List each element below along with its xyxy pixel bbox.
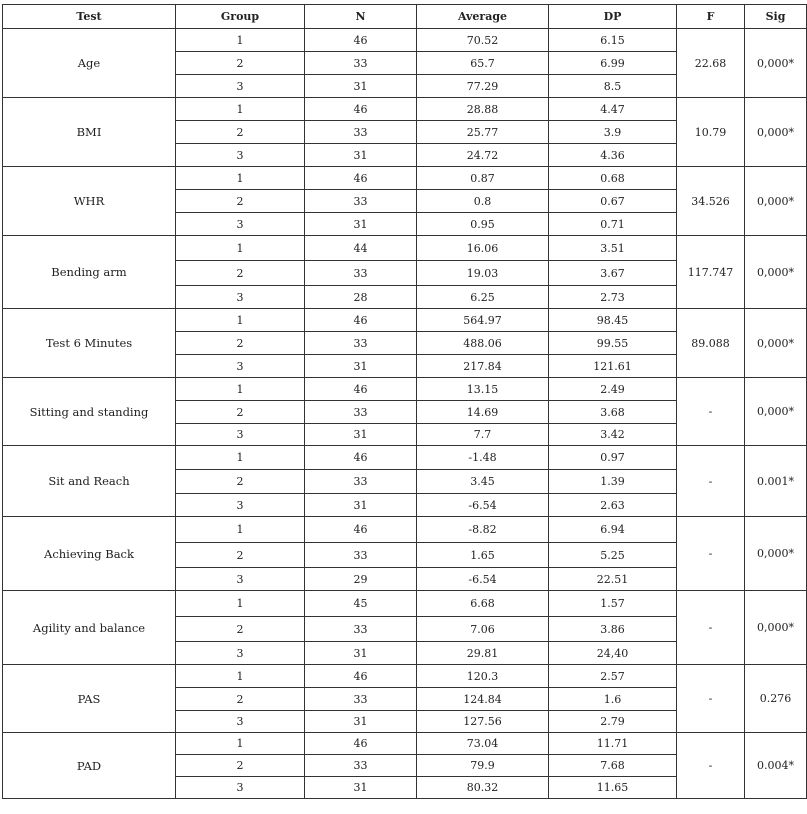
group-cell: 3 [176, 777, 305, 799]
group-cell: 3 [176, 494, 305, 517]
n-cell: 44 [305, 236, 417, 261]
n-cell: 46 [305, 446, 417, 470]
average-cell: 14.69 [417, 401, 549, 424]
average-cell: 28.88 [417, 98, 549, 121]
dp-cell: 99.55 [549, 332, 677, 355]
group-cell: 3 [176, 711, 305, 733]
dp-cell: 4.36 [549, 144, 677, 167]
sig-cell: 0,000* [745, 517, 807, 591]
n-cell: 46 [305, 665, 417, 688]
dp-cell: 3.86 [549, 617, 677, 642]
group-cell: 2 [176, 470, 305, 494]
dp-cell: 3.42 [549, 424, 677, 446]
test-name-cell: Bending arm [3, 236, 176, 309]
group-cell: 1 [176, 517, 305, 543]
group-cell: 1 [176, 167, 305, 190]
n-cell: 33 [305, 52, 417, 75]
average-cell: 79.9 [417, 755, 549, 777]
average-cell: 120.3 [417, 665, 549, 688]
dp-cell: 2.79 [549, 711, 677, 733]
table-row [3, 378, 807, 401]
f-cell: - [677, 378, 745, 446]
average-cell: 217.84 [417, 355, 549, 378]
dp-cell: 7.68 [549, 755, 677, 777]
dp-cell: 3.51 [549, 236, 677, 261]
n-cell: 33 [305, 688, 417, 711]
n-cell: 46 [305, 378, 417, 401]
sig-cell: 0,000* [745, 29, 807, 98]
n-cell: 33 [305, 401, 417, 424]
dp-cell: 3.68 [549, 401, 677, 424]
average-cell: 16.06 [417, 236, 549, 261]
sig-cell: 0,000* [745, 378, 807, 446]
n-cell: 31 [305, 144, 417, 167]
group-cell: 3 [176, 213, 305, 236]
average-cell: 65.7 [417, 52, 549, 75]
test-name-cell: Test 6 Minutes [3, 309, 176, 378]
n-cell: 46 [305, 309, 417, 332]
n-cell: 46 [305, 29, 417, 52]
results-table-container [2, 4, 807, 799]
test-name-cell: Age [3, 29, 176, 98]
group-cell: 2 [176, 52, 305, 75]
header-n: N [305, 5, 417, 29]
n-cell: 28 [305, 286, 417, 309]
header-group: Group [176, 5, 305, 29]
n-cell: 46 [305, 733, 417, 755]
group-cell: 3 [176, 286, 305, 309]
dp-cell: 2.63 [549, 494, 677, 517]
n-cell: 46 [305, 517, 417, 543]
group-cell: 3 [176, 568, 305, 591]
n-cell: 33 [305, 121, 417, 144]
table-body [3, 29, 807, 799]
test-name-cell: PAS [3, 665, 176, 733]
group-cell: 2 [176, 401, 305, 424]
n-cell: 31 [305, 213, 417, 236]
average-cell: 70.52 [417, 29, 549, 52]
average-cell: 0.8 [417, 190, 549, 213]
group-cell: 2 [176, 755, 305, 777]
average-cell: 124.84 [417, 688, 549, 711]
average-cell: 29.81 [417, 642, 549, 665]
n-cell: 33 [305, 190, 417, 213]
group-cell: 2 [176, 543, 305, 568]
average-cell: 6.68 [417, 591, 549, 617]
n-cell: 33 [305, 617, 417, 642]
dp-cell: 4.47 [549, 98, 677, 121]
average-cell: 6.25 [417, 286, 549, 309]
test-name-cell: Achieving Back [3, 517, 176, 591]
n-cell: 31 [305, 355, 417, 378]
header-average: Average [417, 5, 549, 29]
average-cell: -6.54 [417, 568, 549, 591]
f-cell: 10.79 [677, 98, 745, 167]
sig-cell: 0.001* [745, 446, 807, 517]
n-cell: 31 [305, 777, 417, 799]
dp-cell: 121.61 [549, 355, 677, 378]
f-cell: - [677, 591, 745, 665]
dp-cell: 1.57 [549, 591, 677, 617]
average-cell: 0.87 [417, 167, 549, 190]
table-row [3, 665, 807, 688]
group-cell: 2 [176, 617, 305, 642]
dp-cell: 11.71 [549, 733, 677, 755]
n-cell: 29 [305, 568, 417, 591]
group-cell: 1 [176, 591, 305, 617]
dp-cell: 6.15 [549, 29, 677, 52]
group-cell: 1 [176, 378, 305, 401]
n-cell: 33 [305, 755, 417, 777]
group-cell: 3 [176, 642, 305, 665]
results-table [2, 4, 807, 799]
average-cell: 564.97 [417, 309, 549, 332]
test-name-cell: BMI [3, 98, 176, 167]
sig-cell: 0.004* [745, 733, 807, 799]
f-cell: 22.68 [677, 29, 745, 98]
group-cell: 3 [176, 424, 305, 446]
f-cell: 89.088 [677, 309, 745, 378]
average-cell: 7.06 [417, 617, 549, 642]
average-cell: 24.72 [417, 144, 549, 167]
average-cell: -6.54 [417, 494, 549, 517]
group-cell: 3 [176, 355, 305, 378]
f-cell: - [677, 733, 745, 799]
table-row [3, 517, 807, 543]
test-name-cell: Sit and Reach [3, 446, 176, 517]
sig-cell: 0,000* [745, 309, 807, 378]
table-row [3, 309, 807, 332]
dp-cell: 3.9 [549, 121, 677, 144]
header-dp: DP [549, 5, 677, 29]
dp-cell: 6.94 [549, 517, 677, 543]
dp-cell: 2.73 [549, 286, 677, 309]
average-cell: -1.48 [417, 446, 549, 470]
average-cell: 77.29 [417, 75, 549, 98]
header-sig: Sig [745, 5, 807, 29]
group-cell: 2 [176, 688, 305, 711]
n-cell: 46 [305, 98, 417, 121]
average-cell: 488.06 [417, 332, 549, 355]
test-name-cell: PAD [3, 733, 176, 799]
dp-cell: 98.45 [549, 309, 677, 332]
group-cell: 1 [176, 665, 305, 688]
dp-cell: 3.67 [549, 261, 677, 286]
average-cell: 73.04 [417, 733, 549, 755]
dp-cell: 2.57 [549, 665, 677, 688]
average-cell: 7.7 [417, 424, 549, 446]
average-cell: 1.65 [417, 543, 549, 568]
f-cell: - [677, 517, 745, 591]
dp-cell: 1.6 [549, 688, 677, 711]
dp-cell: 11.65 [549, 777, 677, 799]
dp-cell: 0.68 [549, 167, 677, 190]
f-cell: - [677, 446, 745, 517]
header-f: F [677, 5, 745, 29]
average-cell: 80.32 [417, 777, 549, 799]
average-cell: 0.95 [417, 213, 549, 236]
sig-cell: 0,000* [745, 98, 807, 167]
table-row [3, 733, 807, 755]
average-cell: -8.82 [417, 517, 549, 543]
test-name-cell: WHR [3, 167, 176, 236]
n-cell: 33 [305, 543, 417, 568]
table-row [3, 591, 807, 617]
dp-cell: 22.51 [549, 568, 677, 591]
table-row [3, 29, 807, 52]
group-cell: 2 [176, 190, 305, 213]
group-cell: 2 [176, 121, 305, 144]
group-cell: 1 [176, 309, 305, 332]
group-cell: 3 [176, 144, 305, 167]
table-row [3, 446, 807, 470]
n-cell: 33 [305, 261, 417, 286]
group-cell: 3 [176, 75, 305, 98]
sig-cell: 0,000* [745, 167, 807, 236]
group-cell: 1 [176, 29, 305, 52]
sig-cell: 0,000* [745, 591, 807, 665]
average-cell: 127.56 [417, 711, 549, 733]
dp-cell: 0.97 [549, 446, 677, 470]
sig-cell: 0.276 [745, 665, 807, 733]
group-cell: 1 [176, 98, 305, 121]
dp-cell: 8.5 [549, 75, 677, 98]
n-cell: 46 [305, 167, 417, 190]
group-cell: 2 [176, 261, 305, 286]
n-cell: 45 [305, 591, 417, 617]
sig-cell: 0,000* [745, 236, 807, 309]
table-row [3, 167, 807, 190]
dp-cell: 24,40 [549, 642, 677, 665]
average-cell: 25.77 [417, 121, 549, 144]
test-name-cell: Sitting and standing [3, 378, 176, 446]
n-cell: 31 [305, 424, 417, 446]
group-cell: 2 [176, 332, 305, 355]
table-row [3, 98, 807, 121]
table-row [3, 236, 807, 261]
n-cell: 31 [305, 642, 417, 665]
f-cell: 34.526 [677, 167, 745, 236]
group-cell: 1 [176, 236, 305, 261]
n-cell: 31 [305, 75, 417, 98]
n-cell: 31 [305, 711, 417, 733]
n-cell: 33 [305, 470, 417, 494]
average-cell: 13.15 [417, 378, 549, 401]
n-cell: 31 [305, 494, 417, 517]
average-cell: 19.03 [417, 261, 549, 286]
dp-cell: 5.25 [549, 543, 677, 568]
f-cell: - [677, 665, 745, 733]
group-cell: 1 [176, 733, 305, 755]
n-cell: 33 [305, 332, 417, 355]
test-name-cell: Agility and balance [3, 591, 176, 665]
dp-cell: 0.71 [549, 213, 677, 236]
header-row [3, 5, 807, 29]
dp-cell: 2.49 [549, 378, 677, 401]
average-cell: 3.45 [417, 470, 549, 494]
f-cell: 117.747 [677, 236, 745, 309]
dp-cell: 0.67 [549, 190, 677, 213]
dp-cell: 1.39 [549, 470, 677, 494]
group-cell: 1 [176, 446, 305, 470]
dp-cell: 6.99 [549, 52, 677, 75]
header-test: Test [3, 5, 176, 29]
